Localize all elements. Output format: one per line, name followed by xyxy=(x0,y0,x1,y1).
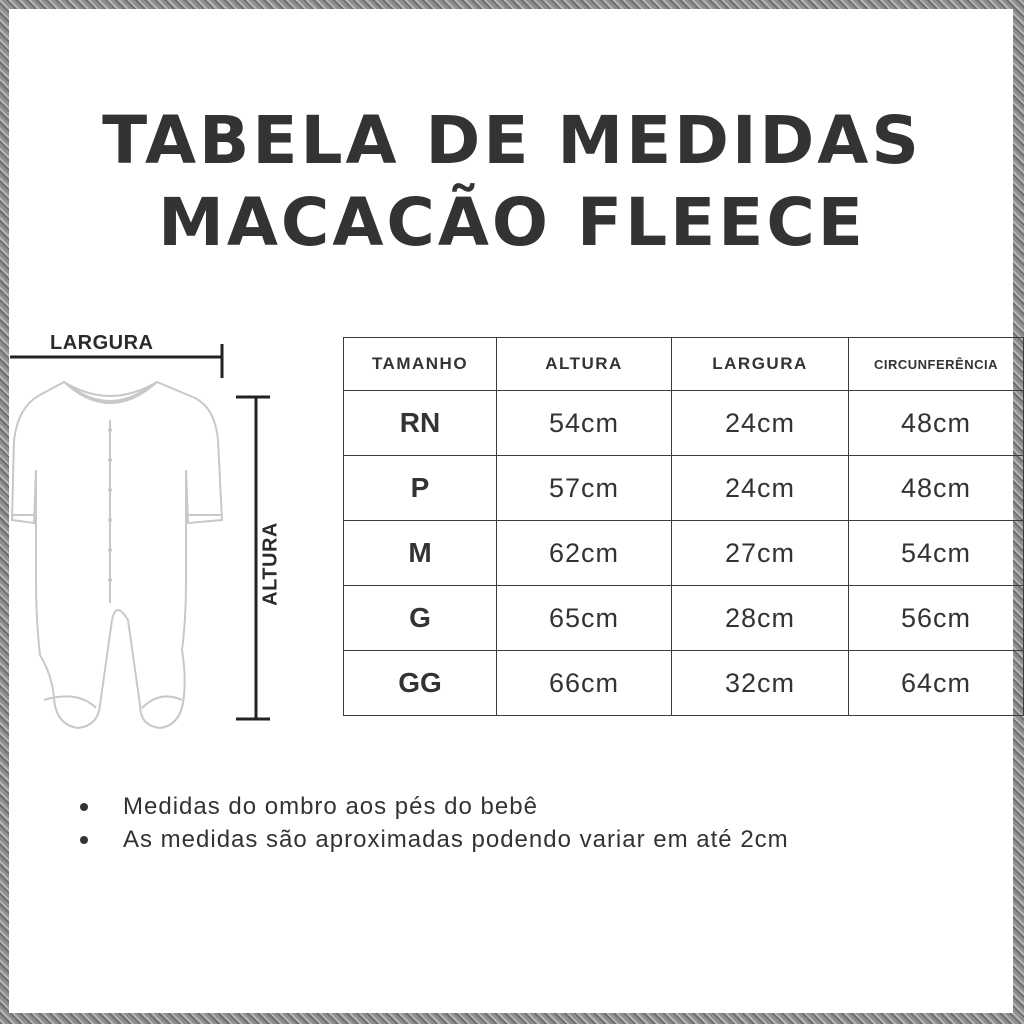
altura-cell: 62cm xyxy=(497,521,672,586)
list-item xyxy=(75,823,789,856)
circunferencia-cell: 54cm xyxy=(849,521,1024,586)
altura-cell: 54cm xyxy=(497,391,672,456)
page-title-line1: TABELA DE MEDIDAS xyxy=(102,102,922,179)
table-header-row xyxy=(344,338,1024,391)
altura-cell: 66cm xyxy=(497,651,672,716)
size-table xyxy=(343,337,1024,716)
size-cell: M xyxy=(344,521,497,586)
notes-list xyxy=(75,790,789,856)
garment-diagram xyxy=(0,320,300,740)
largura-cell: 24cm xyxy=(672,391,849,456)
page-title-line2: MACACÃO FLEECE xyxy=(158,184,866,261)
note-text: Medidas do ombro aos pés do bebê xyxy=(123,793,538,820)
romper-outline xyxy=(12,382,222,728)
altura-cell: 65cm xyxy=(497,586,672,651)
table-row xyxy=(344,586,1024,651)
table-row xyxy=(344,651,1024,716)
table-row xyxy=(344,456,1024,521)
circunferencia-cell: 56cm xyxy=(849,586,1024,651)
size-cell: RN xyxy=(344,391,497,456)
circunferencia-cell: 48cm xyxy=(849,391,1024,456)
size-cell: GG xyxy=(344,651,497,716)
width-label: LARGURA xyxy=(50,332,154,354)
header-largura: LARGURA xyxy=(672,338,849,391)
list-item xyxy=(75,790,789,823)
size-cell: G xyxy=(344,586,497,651)
largura-cell: 28cm xyxy=(672,586,849,651)
table-row xyxy=(344,391,1024,456)
table-row xyxy=(344,521,1024,586)
largura-cell: 24cm xyxy=(672,456,849,521)
header-circunferencia: CIRCUNFERÊNCIA xyxy=(849,338,1024,391)
bullet-icon xyxy=(80,803,88,811)
largura-cell: 27cm xyxy=(672,521,849,586)
largura-cell: 32cm xyxy=(672,651,849,716)
height-label: ALTURA xyxy=(259,522,282,606)
romper-illustration xyxy=(0,320,300,740)
note-text: As medidas são aproximadas podendo variar em até 2cm xyxy=(123,826,789,853)
circunferencia-cell: 64cm xyxy=(849,651,1024,716)
header-tamanho: TAMANHO xyxy=(344,338,497,391)
bullet-icon xyxy=(80,836,88,844)
header-altura: ALTURA xyxy=(497,338,672,391)
size-cell: P xyxy=(344,456,497,521)
altura-cell: 57cm xyxy=(497,456,672,521)
circunferencia-cell: 48cm xyxy=(849,456,1024,521)
